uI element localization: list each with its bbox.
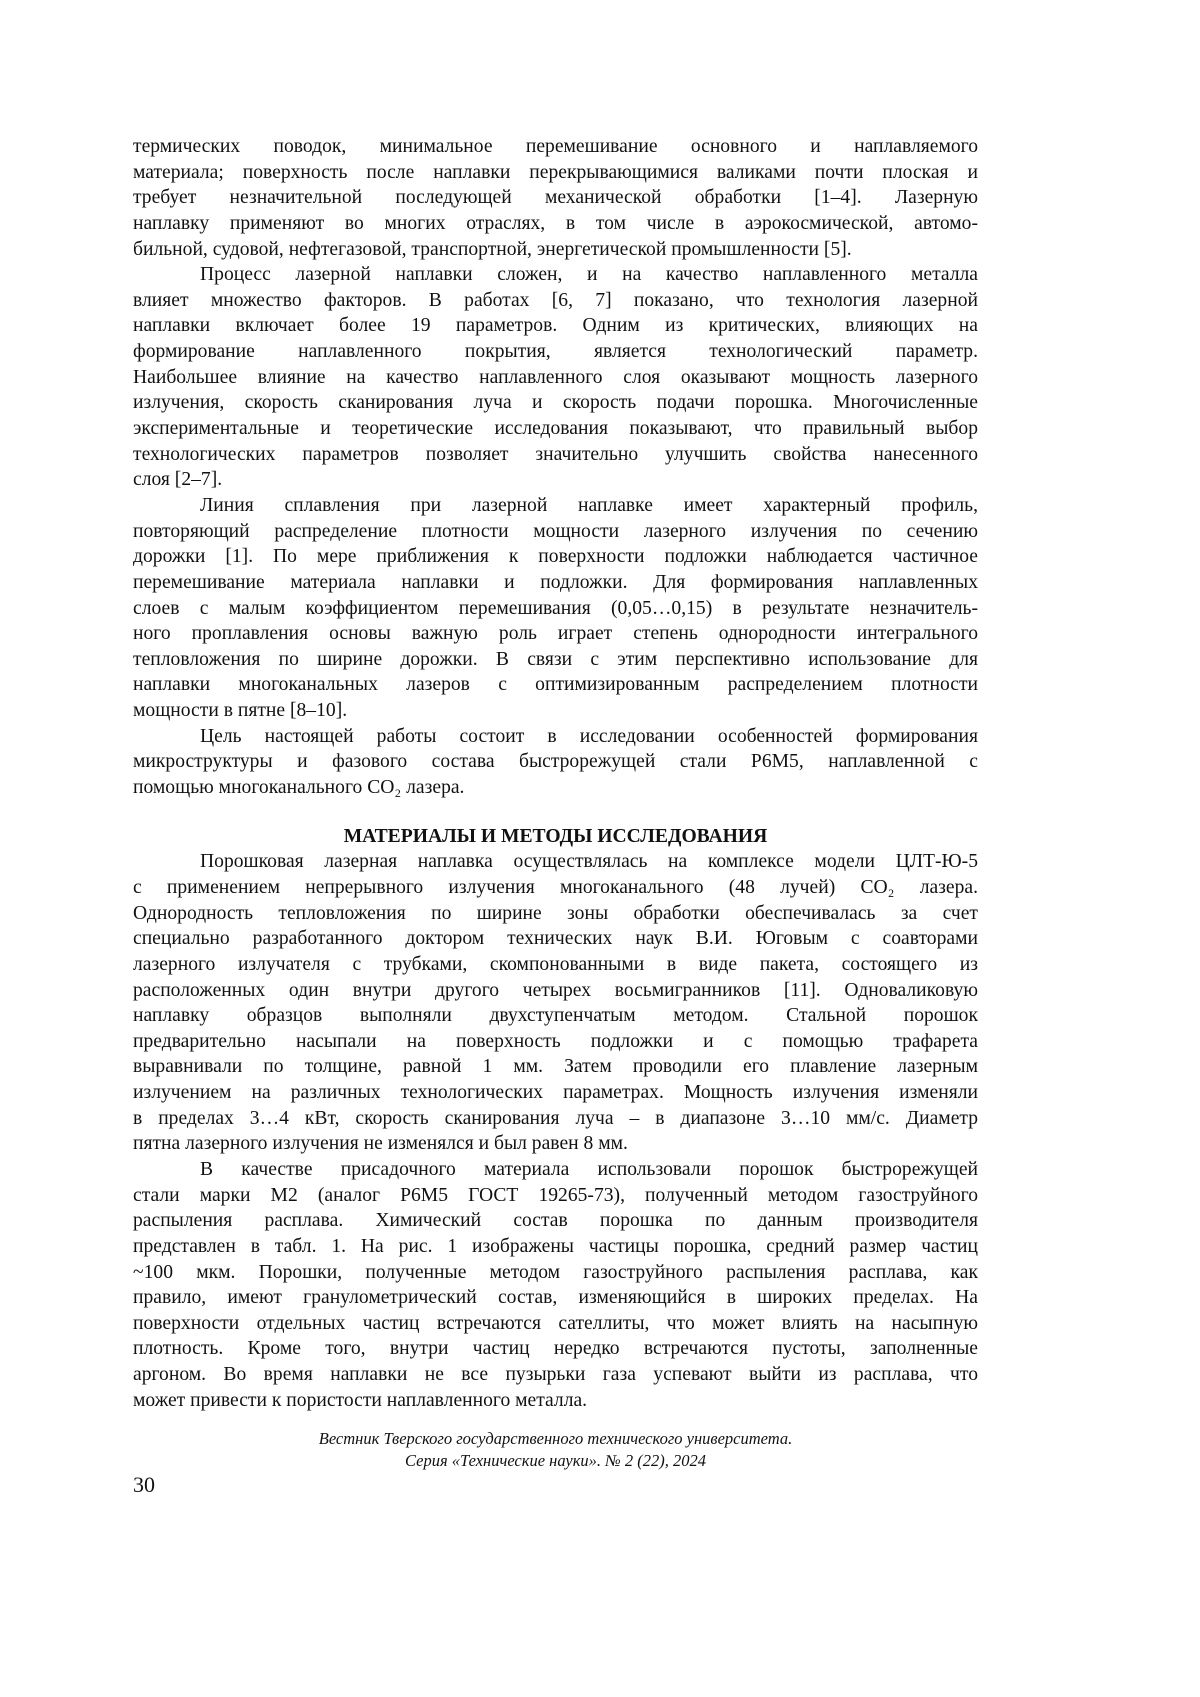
text-line: может привести к пористости наплавленного металла. <box>133 1389 588 1411</box>
text-line: микроструктуры и фазового состава быстрорежущей стали Р6М5, наплавленной с <box>133 751 978 773</box>
text-line: Цель настоящей работы состоит в исследовании особенностей формирования <box>200 725 978 747</box>
journal-footer <box>133 1428 978 1472</box>
text-line: тепловложения по ширине дорожки. В связи с этим перспективно использование для <box>133 648 978 670</box>
text-line: распыления расплава. Химический состав порошка по данным производителя <box>133 1210 978 1232</box>
text-line: ~100 мкм. Порошки, полученные методом газоструйного распыления расплава, как <box>133 1261 978 1283</box>
text-line: наплавку применяют во многих отраслях, в том числе в аэрокосмической, автомо- <box>133 212 978 234</box>
text-line: Наибольшее влияние на качество наплавленного слоя оказывают мощность лазерного <box>133 366 978 388</box>
text-line: перемешивание материала наплавки и подложки. Для формирования наплавленных <box>133 571 978 593</box>
text-line: Однородность тепловложения по ширине зоны обработки обеспечивалась за счет <box>133 902 978 924</box>
text-line: Процесс лазерной наплавки сложен, и на качество наплавленного металла <box>200 264 978 286</box>
text-line: поверхности отдельных частиц встречаются сателлиты, что может влиять на насыпную <box>133 1312 978 1334</box>
text-line: пятна лазерного излучения не изменялся и был равен 8 мм. <box>133 1133 628 1155</box>
text-line: бильной, судовой, нефтегазовой, транспортной, энергетической промышленности [5]. <box>133 238 852 260</box>
text-line: лазерного излучателя с трубками, скомпонованными в виде пакета, состоящего из <box>133 953 978 975</box>
text-line: предварительно насыпали на поверхность подложки и с помощью трафарета <box>133 1030 978 1052</box>
text-line: ного проплавления основы важную роль играет степень однородности интегрального <box>133 623 978 645</box>
page-number: 30 <box>133 1472 155 1497</box>
section-heading: МАТЕРИАЛЫ И МЕТОДЫ ИССЛЕДОВАНИЯ <box>343 825 768 847</box>
paragraph <box>133 493 978 724</box>
text-line: расположенных один внутри другого четырех восьмигранников [11]. Одноваликовую <box>133 979 978 1001</box>
footer-journal-title: Вестник Тверского государственного технического университета. <box>318 1429 793 1448</box>
body-text <box>133 134 978 1413</box>
text-line: слоев с малым коэффициентом перемешивания (0,05…0,15) в результате незначитель- <box>133 597 978 619</box>
paragraph <box>133 849 978 1157</box>
text-line: плотность. Кроме того, внутри частиц нередко встречаются пустоты, заполненные <box>133 1338 978 1360</box>
text-line: слоя [2–7]. <box>133 469 223 491</box>
paragraph <box>133 1157 978 1413</box>
text-line: дорожки [1]. По мере приближения к поверхности подложки наблюдается частичное <box>133 546 978 568</box>
text-line: повторяющий распределение плотности мощности лазерного излучения по сечению <box>133 520 978 542</box>
text-line: правило, имеют гранулометрический состав, изменяющийся в широких пределах. На <box>133 1287 978 1309</box>
text-line: стали марки М2 (аналог Р6М5 ГОСТ 19265-73), полученный методом газоструйного <box>133 1184 978 1206</box>
text-line: наплавки включает более 19 параметров. Одним из критических, влияющих на <box>133 315 978 337</box>
text-line: специально разработанного доктором технических наук В.И. Юговым с соавторами <box>133 928 978 950</box>
text-line: формирование наплавленного покрытия, является технологический параметр. <box>133 341 978 363</box>
paragraph <box>133 134 978 262</box>
text-line: В качестве присадочного материала использовали порошок быстрорежущей <box>200 1158 978 1180</box>
text-line: излучения, скорость сканирования луча и скорость подачи порошка. Многочисленные <box>133 392 978 414</box>
text-line: мощности в пятне [8–10]. <box>133 700 348 722</box>
text-line: в пределах 3…4 кВт, скорость сканирования луча – в диапазоне 3…10 мм/с. Диаметр <box>133 1107 978 1129</box>
text-line: аргоном. Во время наплавки не все пузырьки газа успевают выйти из расплава, что <box>133 1364 978 1386</box>
text-line: материала; поверхность после наплавки перекрывающимися валиками почти плоская и <box>133 161 978 183</box>
text-line: технологических параметров позволяет значительно улучшить свойства нанесенного <box>133 443 978 465</box>
paragraph <box>133 724 978 801</box>
text-line: наплавки многоканальных лазеров с оптимизированным распределением плотности <box>133 674 978 696</box>
text-line: излучением на различных технологических параметрах. Мощность излучения изменяли <box>133 1082 978 1104</box>
text-line: представлен в табл. 1. На рис. 1 изображены частицы порошка, средний размер частиц <box>133 1235 978 1257</box>
text-line: влияет множество факторов. В работах [6, 7] показано, что технология лазерной <box>133 289 978 311</box>
footer-series-issue: Серия «Технические науки». № 2 (22), 2024 <box>405 1451 706 1470</box>
text-line: экспериментальные и теоретические исследования показывают, что правильный выбор <box>133 418 978 440</box>
text-line: Линия сплавления при лазерной наплавке имеет характерный профиль, <box>200 494 978 516</box>
text-line: Порошковая лазерная наплавка осуществлялась на комплексе модели ЦЛТ-Ю-5 <box>200 851 978 873</box>
text-line: выравнивали по толщине, равной 1 мм. Затем проводили его плавление лазерным <box>133 1056 978 1078</box>
text-line: с применением непрерывного излучения многоканального (48 лучей) CO₂ лазера. <box>133 876 978 898</box>
paragraph <box>133 262 978 493</box>
text-line: требует незначительной последующей механической обработки [1–4]. Лазерную <box>133 187 978 209</box>
text-line: помощью многоканального CO₂ лазера. <box>133 777 465 799</box>
text-line: термических поводок, минимальное перемешивание основного и наплавляемого <box>133 136 978 157</box>
text-line: наплавку образцов выполняли двухступенчатым методом. Стальной порошок <box>133 1005 978 1027</box>
